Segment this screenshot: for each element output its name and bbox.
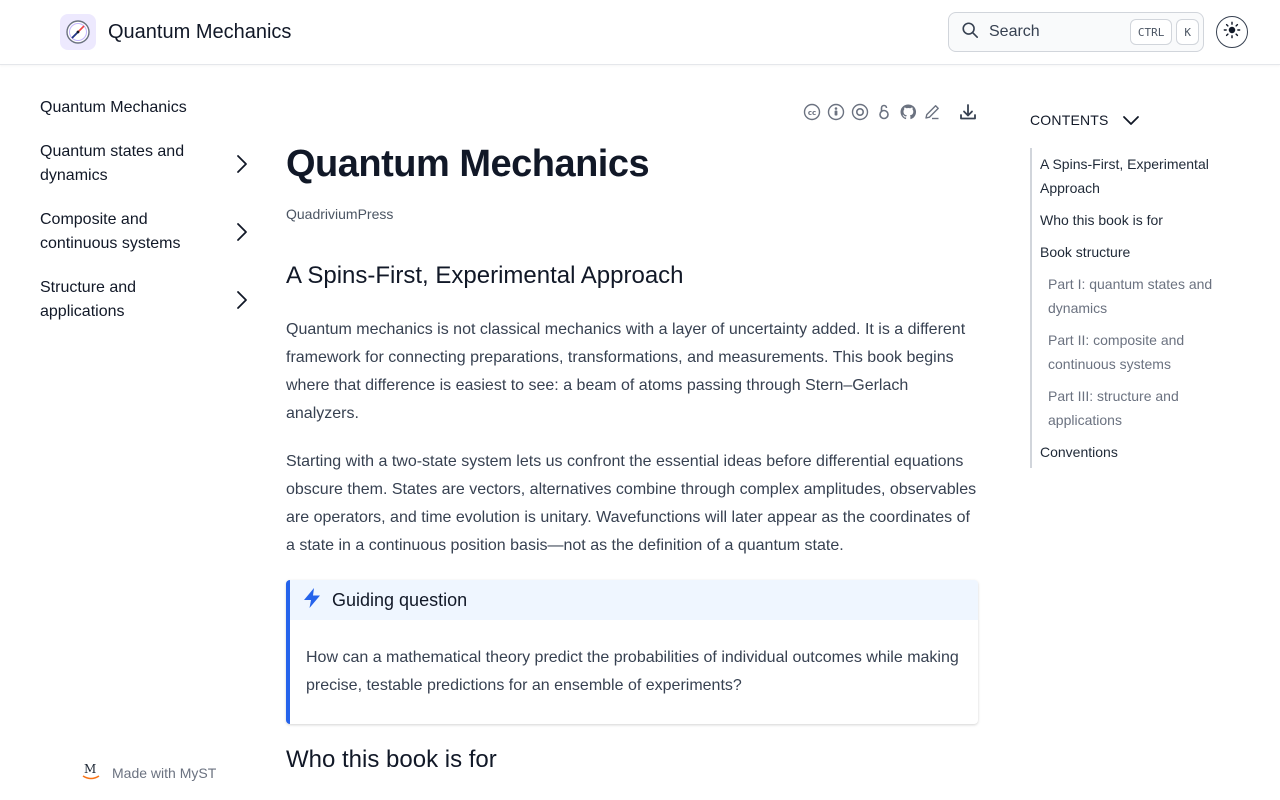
edit-icon[interactable] [922, 102, 942, 122]
share-alike-icon[interactable] [850, 102, 870, 122]
shortcut-ctrl-key: CTRL [1130, 19, 1173, 45]
toc-link-part-3[interactable]: Part III: structure and applications [1048, 388, 1179, 428]
page-title: Quantum Mechanics [286, 143, 650, 185]
home-link[interactable] [60, 14, 291, 50]
svg-text:M: M [84, 762, 97, 776]
open-access-icon[interactable] [874, 102, 894, 122]
section-heading-audience: Who this book is for [286, 746, 497, 773]
site-title: Quantum Mechanics [108, 20, 292, 43]
toc-link-conventions[interactable]: Conventions [1040, 444, 1118, 460]
section-heading-approach: A Spins-First, Experimental Approach [286, 262, 684, 289]
github-icon[interactable] [898, 102, 918, 122]
guiding-question-callout [286, 580, 978, 724]
toc-link-part-2[interactable]: Part II: composite and continuous systems [1048, 332, 1185, 372]
sidebar-item-home[interactable]: Quantum Mechanics [40, 99, 187, 116]
toc-link-audience[interactable]: Who this book is for [1040, 212, 1163, 228]
search-icon [961, 21, 979, 44]
sidebar-item-label: Composite and continuous systems [40, 211, 181, 252]
download-icon[interactable] [958, 102, 978, 122]
cc-icon[interactable] [802, 102, 822, 122]
attribution-icon[interactable] [826, 102, 846, 122]
sun-icon [1223, 21, 1241, 44]
sidebar-nav [40, 96, 260, 344]
intro-paragraph-2: Starting with a two-state system lets us confront the essential ideas before differential equations obscure them. States are vectors, alternatives combine through complex amplitudes, observables are operators, and time evolution is unitary. Wavefunctions will later appear as the coordinates of a state in a continuous position basis—not as the definition of a quantum state. [286, 453, 977, 554]
sidebar-item-label: Structure and applications [40, 279, 137, 320]
callout-header [290, 580, 978, 620]
intro-paragraph-1: Quantum mechanics is not classical mechanics with a layer of uncertainty added. It is a different framework for connecting preparations, transformations, and measurements. This book begins where that difference is easiest to see: a beam of atoms passing through Stern–Gerlach analyzers. [286, 321, 966, 422]
myst-logo-icon [80, 760, 102, 785]
made-with-label: Made with MyST [112, 764, 217, 781]
article-actions [802, 102, 982, 122]
sidebar-item-quantum-states[interactable] [40, 140, 260, 188]
toc-link-approach[interactable]: A Spins-First, Experimental Approach [1040, 156, 1209, 196]
chevron-down-icon [1121, 110, 1141, 130]
callout-body: How can a mathematical theory predict the probabilities of individual outcomes while making precise, testable predictions for an ensemble of experiments? [306, 649, 959, 694]
toc-link-part-1[interactable]: Part I: quantum states and dynamics [1048, 276, 1213, 316]
shortcut-k-key: K [1176, 19, 1199, 45]
toc-list [1030, 148, 1240, 468]
toc-link-book-structure[interactable]: Book structure [1040, 244, 1131, 260]
svg-text:cc: cc [807, 109, 817, 117]
sidebar-item-label: Quantum states and dynamics [40, 143, 185, 184]
chevron-right-icon[interactable] [230, 220, 254, 244]
toc-toggle[interactable] [1030, 108, 1240, 132]
search-label: Search [989, 23, 1040, 40]
chevron-right-icon[interactable] [230, 288, 254, 312]
lightning-icon [302, 587, 322, 614]
search-button[interactable] [948, 12, 1204, 52]
sidebar-item-structure-applications[interactable] [40, 276, 260, 324]
theme-toggle-button[interactable] [1216, 16, 1248, 48]
author-name[interactable]: QuadriviumPress [286, 206, 394, 222]
compass-logo-icon [60, 14, 96, 50]
chevron-right-icon[interactable] [230, 152, 254, 176]
table-of-contents [1030, 108, 1240, 460]
top-bar [0, 0, 1280, 65]
callout-title: Guiding question [332, 589, 468, 610]
toc-heading: CONTENTS [1030, 112, 1109, 128]
made-with-myst-link[interactable] [80, 760, 216, 785]
sidebar-item-composite-systems[interactable] [40, 208, 260, 256]
